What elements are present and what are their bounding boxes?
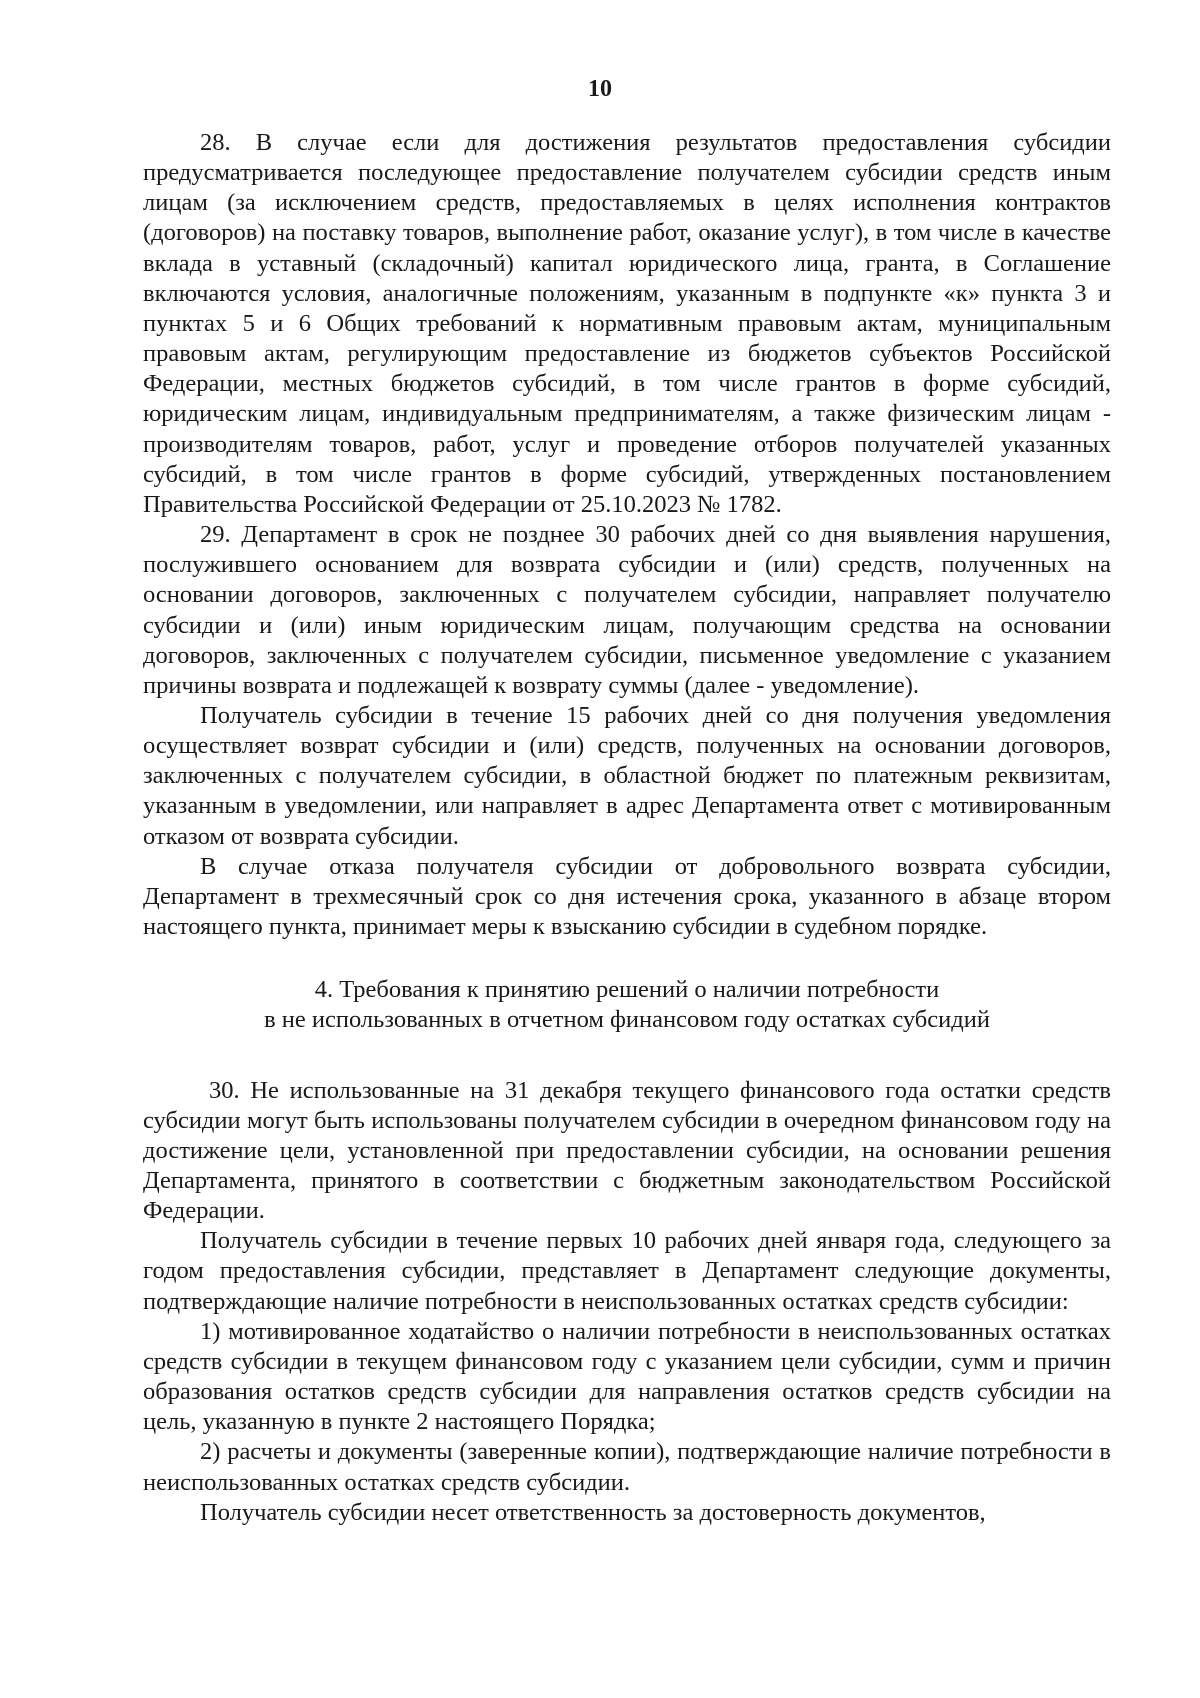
page-number: 10 (588, 76, 612, 102)
paragraph-29: 29. Департамент в срок не позднее 30 рабочих дней со дня выявления нарушения, послужившего основанием для возврата субсидии и (или) средств, полученных на основании договоров, заключенных с получателем субсидии, направляет получателю субсидии и (или) иным юридическим лицам, получающим средства на основании договоров, заключенных с получателем субсидии, письменное уведомление с указанием причины возврата и подлежащей к возврату суммы (далее - уведомление). (143, 521, 1111, 699)
paragraph-30-item-1: 1) мотивированное ходатайство о наличии потребности в неиспользованных остатках средств субсидии в текущем финансовом году с указанием цели субсидии, сумм и причин образования остатков средств субсидии для направления остатков средств субсидии на цель, указанную в пункте 2 настоящего Порядка; (143, 1317, 1111, 1436)
paragraph-29-refusal: В случае отказа получателя субсидии от добровольного возврата субсидии, Департамент в трехмесячный срок со дня истечения срока, указанного в абзаце втором настоящего пункта, принимает меры к взысканию субсидии в судебном порядке. (143, 852, 1111, 941)
paragraph-30-item-2: 2) расчеты и документы (заверенные копии), подтверждающие наличие потребности в неиспользованных остатках средств субсидии. (143, 1438, 1111, 1496)
paragraph-28: 28. В случае если для достижения результатов предоставления субсидии предусматривается последующее предоставление получателем субсидии средств иным лицам (за исключением средств, предоставляемых в целях исполнения контрактов (договоров) на поставку товаров, выполнение работ, оказание услуг), в том числе в качестве вклада в уставный (складочный) капитал юридического лица, гранта, в Соглашение включаются условия, аналогичные положениям, указанным в подпункте «к» пункта 3 и пунктах 5 и 6 Общих требований к нормативным правовым актам, муниципальным правовым актам, регулирующим предоставление из бюджетов субъектов Российской Федерации, местных бюджетов субсидий, в том числе грантов в форме субсидий, юридическим лицам, индивидуальным предпринимателям, а также физическим лицам - производителям товаров, работ, услуг и проведение отборов получателей указанных субсидий, в том числе грантов в форме субсидий, утвержденных постановлением Правительства Российской Федерации от 25.10.2023 № 1782. (143, 129, 1111, 518)
paragraph-29-refund-terms: Получатель субсидии в течение 15 рабочих дней со дня получения уведомления осуществляет возврат субсидии и (или) средств, полученных на основании договоров, заключенных с получателем субсидии, в областной бюджет по платежным реквизитам, указанным в уведомлении, или направляет в адрес Департамента ответ с мотивированным отказом от возврата субсидии. (143, 701, 1111, 850)
section-4-heading-line-1: 4. Требования к принятию решений о наличии потребности (314, 976, 940, 1004)
paragraph-30-documents: Получатель субсидии в течение первых 10 рабочих дней января года, следующего за годом предоставления субсидии, представляет в Департамент следующие документы, подтверждающие наличие потребности в неиспользованных остатках средств субсидии: (143, 1227, 1111, 1315)
paragraph-30: 30. Не использованные на 31 декабря текущего финансового года остатки средств субсидии могут быть использованы получателем субсидии в очередном финансовом году на достижение цели, установленной при предоставлении субсидии, на основании решения Департамента, принятого в соответствии с бюджетным законодательством Российской Федерации. (143, 1076, 1111, 1225)
paragraph-30-responsibility: Получатель субсидии несет ответственность за достоверность документов, (200, 1498, 986, 1526)
document-body (143, 128, 1111, 1528)
spacer (143, 1036, 1111, 1076)
section-4-heading-line-2: в не использованных в отчетном финансовом году остатках субсидий (264, 1006, 990, 1034)
section-4-heading (143, 975, 1111, 1035)
